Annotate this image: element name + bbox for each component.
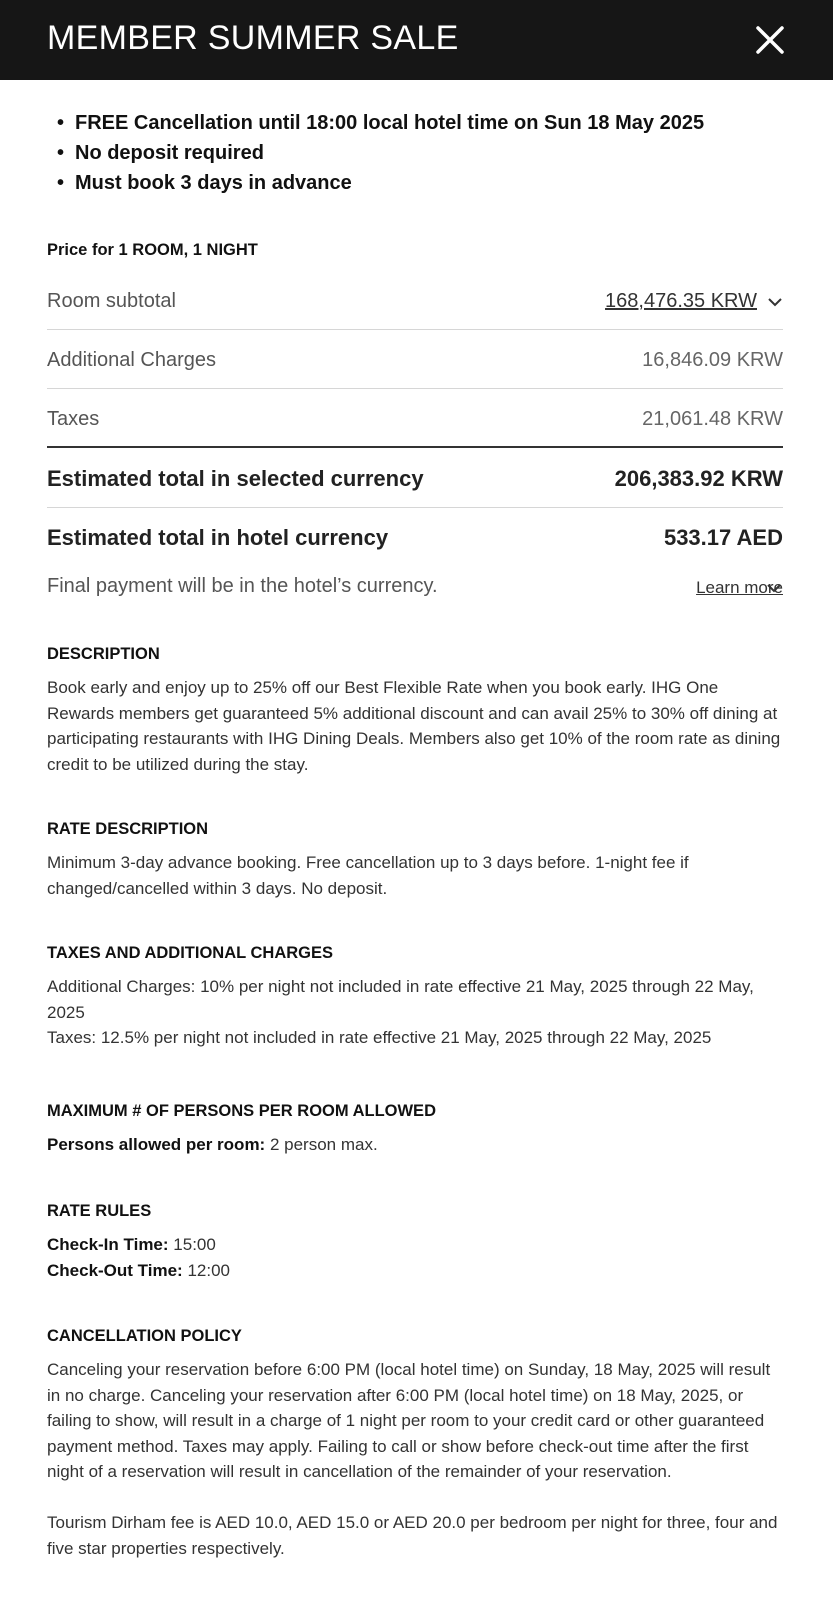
est-total-selected-value: 206,383.92 KRW	[614, 466, 783, 491]
taxes-label: Taxes	[47, 408, 100, 430]
room-subtotal-value[interactable]: 168,476.35 KRW	[605, 290, 757, 312]
description-text: Book early and enjoy up to 25% off our Best Flexible Rate when you book early. IHG One Rewards members get guaranteed 5% additional discount and can avail 25% to 30% off dining at participating restaurants with IHG Dining Deals. Members also get 10% of the room rate as dining credit to be utilized during the stay.	[47, 678, 781, 774]
additional-charges-label: Additional Charges	[47, 349, 216, 371]
taxes-row	[47, 390, 783, 448]
rate-description-text: Minimum 3-day advance booking. Free cancellation up to 3 days before. 1-night fee if changed/cancelled within 3 days. No deposit.	[47, 853, 689, 898]
taxes-value: 21,061.48 KRW	[642, 408, 783, 430]
modal-title: MEMBER SUMMER SALE	[47, 19, 459, 57]
max-persons-heading: MAXIMUM # OF PERSONS PER ROOM ALLOWED	[47, 1102, 436, 1120]
max-persons-value: 2 person max.	[269, 1135, 378, 1154]
taxes-charges-line: Taxes: 12.5% per night not included in rate effective 21 May, 2025 through 22 May, 2025	[47, 1028, 712, 1047]
taxes-charges-line: Additional Charges: 10% per night not included in rate effective 21 May, 2025 through 22 May, 2025	[47, 977, 754, 1022]
room-subtotal-label: Room subtotal	[47, 290, 176, 312]
est-total-selected-row	[47, 450, 783, 508]
est-total-hotel-row	[47, 509, 783, 567]
tourism-fee-text: Tourism Dirham fee is AED 10.0, AED 15.0 or AED 20.0 per bedroom per night for three, four and five star properties respectively.	[47, 1513, 778, 1558]
checkin-value: 15:00	[173, 1235, 216, 1254]
taxes-charges-heading: TAXES AND ADDITIONAL CHARGES	[47, 944, 334, 962]
modal-header	[0, 0, 833, 80]
checkin-label: Check-In Time:	[47, 1235, 169, 1254]
highlight-item: • Must book 3 days in advance	[57, 168, 704, 198]
learn-more-link[interactable]: Learn more	[696, 578, 783, 597]
est-total-hotel-value: 533.17 AED	[663, 525, 783, 550]
checkout-value: 12:00	[187, 1261, 230, 1280]
max-persons-info	[47, 1132, 378, 1158]
room-subtotal-row[interactable]	[47, 272, 783, 330]
chevron-down-icon[interactable]	[766, 582, 782, 594]
highlight-item: • No deposit required	[57, 138, 704, 168]
price-heading: Price for 1 ROOM, 1 NIGHT	[47, 241, 258, 259]
close-icon[interactable]	[752, 22, 788, 58]
rate-highlights	[57, 108, 704, 198]
cancellation-heading: CANCELLATION POLICY	[47, 1327, 242, 1345]
cancellation-text: Canceling your reservation before 6:00 PM (local hotel time) on Sunday, 18 May, 2025 will result in no charge. Canceling your reservation after 6:00 PM (local hotel time) on 18 May, 2025, or failing to show, will result in a charge of 1 night per room to your credit card or other guaranteed payment method. Taxes may apply. Failing to call or show before check-out time after the first night of a reservation will result in cancellation of the remainder of your reservation.	[47, 1360, 771, 1481]
rate-rules-heading: RATE RULES	[47, 1202, 152, 1220]
description-heading: DESCRIPTION	[47, 645, 160, 663]
additional-charges-value: 16,846.09 KRW	[642, 349, 783, 371]
checkout-label: Check-Out Time:	[47, 1261, 183, 1280]
checkin-info	[47, 1232, 216, 1258]
est-total-selected-label: Estimated total in selected currency	[47, 466, 424, 491]
checkout-info	[47, 1258, 230, 1284]
est-total-hotel-label: Estimated total in hotel currency	[47, 525, 389, 550]
additional-charges-row	[47, 331, 783, 389]
rate-description-heading: RATE DESCRIPTION	[47, 820, 209, 838]
chevron-down-icon[interactable]	[767, 296, 783, 308]
final-payment-note: Final payment will be in the hotel’s currency.	[47, 575, 438, 597]
highlight-item: • FREE Cancellation until 18:00 local hotel time on Sun 18 May 2025	[57, 108, 704, 138]
max-persons-label: Persons allowed per room:	[47, 1135, 266, 1154]
